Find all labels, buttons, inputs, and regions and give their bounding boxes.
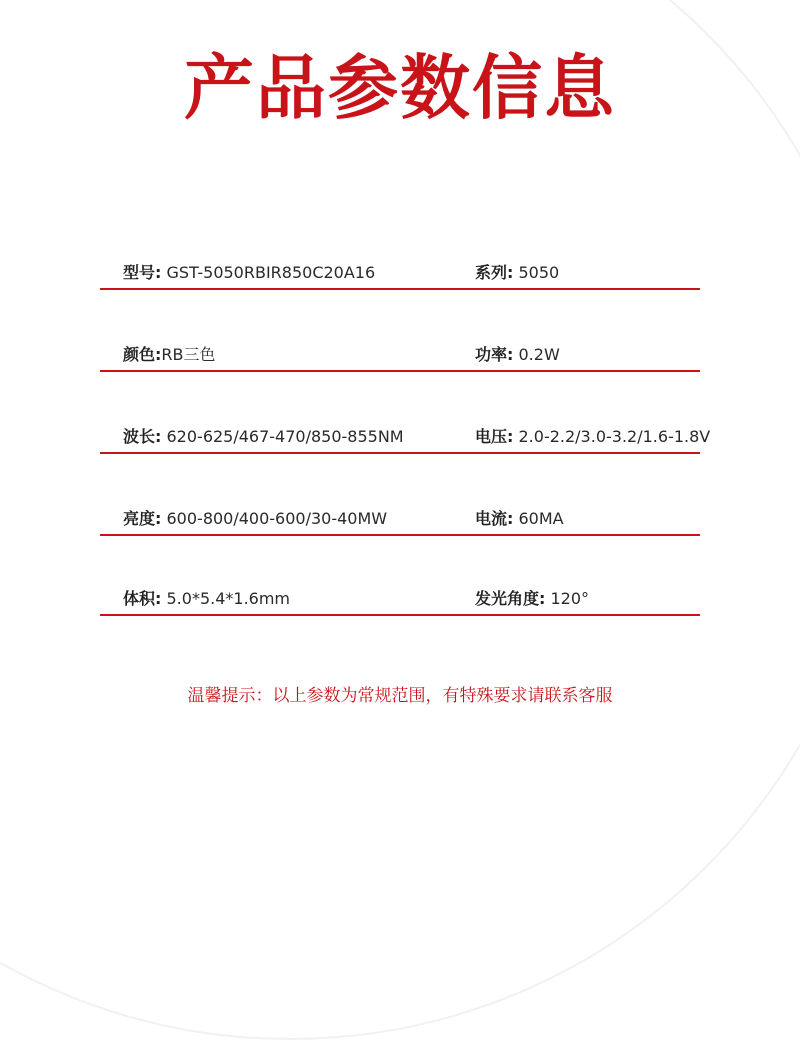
footer-note: 温馨提示：以上参数为常规范围，有特殊要求请联系客服 — [187, 686, 613, 706]
spec-label: 亮度: — [123, 509, 162, 528]
spec-value: 5050 — [518, 263, 560, 282]
spec-value: 5.0*5.4*1.6mm — [166, 589, 291, 608]
spec-value: 2.0-2.2/3.0-3.2/1.6-1.8V — [518, 427, 711, 446]
spec-value: 620-625/467-470/850-855NM — [166, 427, 404, 446]
spec-row-model — [100, 260, 700, 290]
spec-row-color — [100, 342, 700, 372]
spec-voltage — [475, 424, 710, 450]
spec-brightness — [123, 506, 387, 532]
spec-value: RB三色 — [161, 345, 216, 364]
spec-series — [475, 260, 559, 286]
spec-label: 功率: — [475, 345, 514, 364]
page-title: 产品参数信息 — [184, 47, 616, 129]
spec-label: 波长: — [123, 427, 162, 446]
spec-value: 600-800/400-600/30-40MW — [166, 509, 388, 528]
spec-label: 发光角度: — [475, 589, 546, 608]
spec-label: 系列: — [475, 263, 514, 282]
spec-label: 电流: — [475, 509, 514, 528]
spec-label: 电压: — [475, 427, 514, 446]
spec-power — [475, 342, 560, 368]
spec-value: 60MA — [518, 509, 564, 528]
spec-current — [475, 506, 564, 532]
spec-row-wavelength — [100, 424, 711, 454]
spec-label: 体积: — [123, 589, 162, 608]
spec-beam-angle — [475, 586, 589, 612]
spec-wavelength — [123, 424, 404, 450]
spec-row-size — [100, 586, 700, 616]
spec-model — [123, 260, 375, 286]
spec-color — [123, 342, 216, 368]
spec-label: 颜色: — [123, 345, 162, 364]
spec-label: 型号: — [123, 263, 162, 282]
spec-value: 120° — [550, 589, 590, 608]
spec-value: 0.2W — [518, 345, 560, 364]
spec-value: GST-5050RBIR850C20A16 — [166, 263, 376, 282]
spec-size — [123, 586, 290, 612]
spec-row-brightness — [100, 506, 700, 536]
